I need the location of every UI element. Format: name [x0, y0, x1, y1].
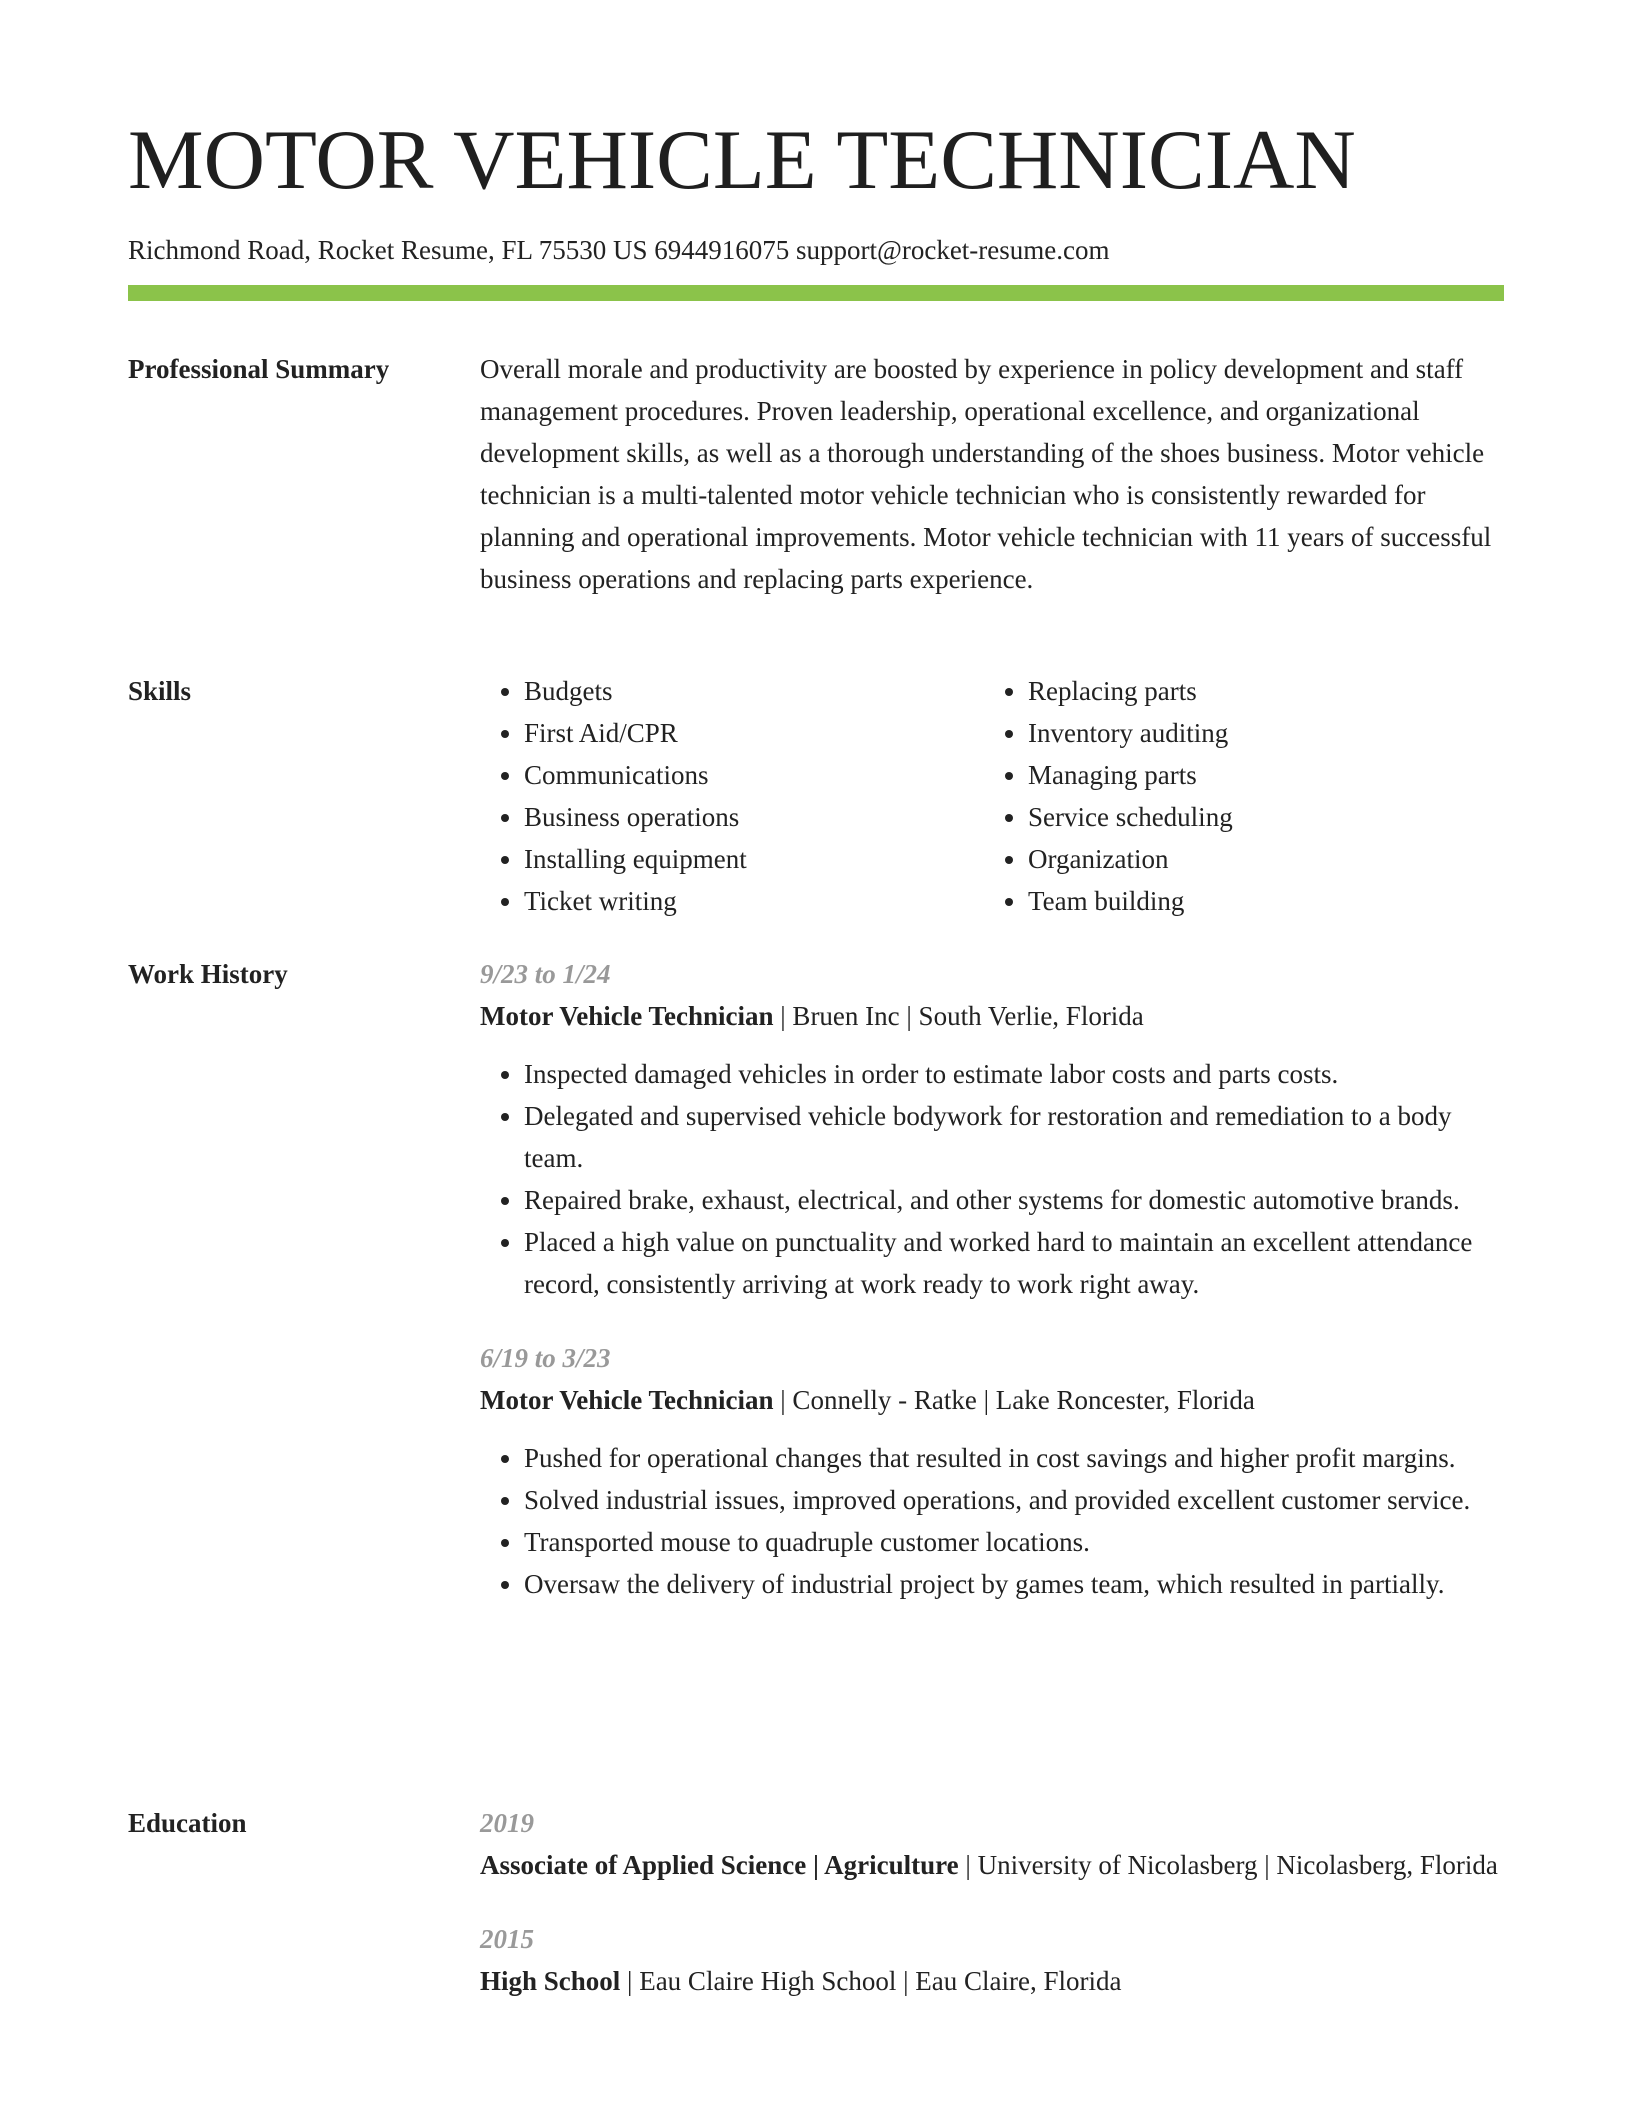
- skill-item: • First Aid/CPR: [524, 712, 984, 754]
- skill-item: • Business operations: [524, 796, 984, 838]
- job-bullet: • Repaired brake, exhaust, electrical, and other systems for domestic automotive brands.: [524, 1179, 1504, 1221]
- skill-item: • Inventory auditing: [1028, 712, 1488, 754]
- education-degree: High School: [480, 1966, 621, 1996]
- education-degree: Associate of Applied Science | Agriculture: [480, 1850, 959, 1880]
- skill-item: • Replacing parts: [1028, 670, 1488, 712]
- summary-body: [480, 348, 1504, 600]
- summary-heading: Professional Summary: [128, 354, 390, 384]
- education-date: 2019: [480, 1808, 534, 1838]
- work-history-body: [480, 953, 1504, 1605]
- job-date: 9/23 to 1/24: [480, 959, 611, 989]
- education-details: | University of Nicolasberg | Nicolasberg, Florida: [958, 1850, 1498, 1880]
- skill-item: • Installing equipment: [524, 838, 984, 880]
- job-bullet: • Pushed for operational changes that resulted in cost savings and higher profit margins.: [524, 1437, 1504, 1479]
- education-body: [480, 1802, 1504, 2002]
- job-bullet: • Delegated and supervised vehicle bodywork for restoration and remediation to a body team.: [524, 1095, 1504, 1179]
- job-bullet: • Placed a high value on punctuality and worked hard to maintain an excellent attendance record, consistently arriving at work ready to work right away.: [524, 1221, 1504, 1305]
- job-bullet: • Transported mouse to quadruple customer locations.: [524, 1521, 1504, 1563]
- job-bullets: [480, 1437, 1504, 1605]
- job-details: | Bruen Inc | South Verlie, Florida: [773, 1001, 1144, 1031]
- contact-line: Richmond Road, Rocket Resume, FL 75530 US 6944916075 support@rocket-resume.com: [128, 235, 1110, 265]
- skill-item: • Managing parts: [1028, 754, 1488, 796]
- job-bullets: [480, 1053, 1504, 1305]
- accent-divider: [128, 285, 1504, 301]
- job-details: | Connelly - Ratke | Lake Roncester, Florida: [773, 1385, 1255, 1415]
- job-entry: [480, 953, 1504, 1305]
- job-title-line: [480, 995, 1504, 1037]
- education-line: [480, 1844, 1504, 1886]
- skills-body: [480, 670, 1504, 922]
- summary-text: Overall morale and productivity are boosted by experience in policy development and staff management procedures. Proven leadership, operational excellence, and organizational development skills, as well as a thorough understanding of the shoes business. Motor vehicle technician is a multi-talented motor vehicle technician who is consistently rewarded for planning and operational improvements. Motor vehicle technician with 11 years of successful business operations and replacing parts experience.: [480, 354, 1492, 594]
- skill-item: • Ticket writing: [524, 880, 984, 922]
- job-date: 6/19 to 3/23: [480, 1343, 611, 1373]
- skills-list-right: [984, 670, 1488, 922]
- education-line: [480, 1960, 1504, 2002]
- education-entry: [480, 1802, 1504, 1886]
- job-title-line: [480, 1379, 1504, 1421]
- job-bullet: • Inspected damaged vehicles in order to estimate labor costs and parts costs.: [524, 1053, 1504, 1095]
- job-bullet: • Solved industrial issues, improved operations, and provided excellent customer service.: [524, 1479, 1504, 1521]
- job-title: Motor Vehicle Technician: [480, 1001, 774, 1031]
- candidate-name: MOTOR VEHICLE TECHNICIAN: [128, 113, 1356, 207]
- job-entry: [480, 1337, 1504, 1605]
- skill-item: • Service scheduling: [1028, 796, 1488, 838]
- skills-heading: Skills: [128, 676, 192, 706]
- education-entry: [480, 1918, 1504, 2002]
- education-heading: Education: [128, 1808, 247, 1838]
- skill-item: • Organization: [1028, 838, 1488, 880]
- job-bullet: • Oversaw the delivery of industrial project by games team, which resulted in partially.: [524, 1563, 1504, 1605]
- education-date: 2015: [480, 1924, 534, 1954]
- skill-item: • Budgets: [524, 670, 984, 712]
- education-details: | Eau Claire High School | Eau Claire, Florida: [620, 1966, 1122, 1996]
- work-history-heading: Work History: [128, 959, 288, 989]
- skill-item: • Team building: [1028, 880, 1488, 922]
- job-title: Motor Vehicle Technician: [480, 1385, 774, 1415]
- skill-item: • Communications: [524, 754, 984, 796]
- skills-list-left: [480, 670, 984, 922]
